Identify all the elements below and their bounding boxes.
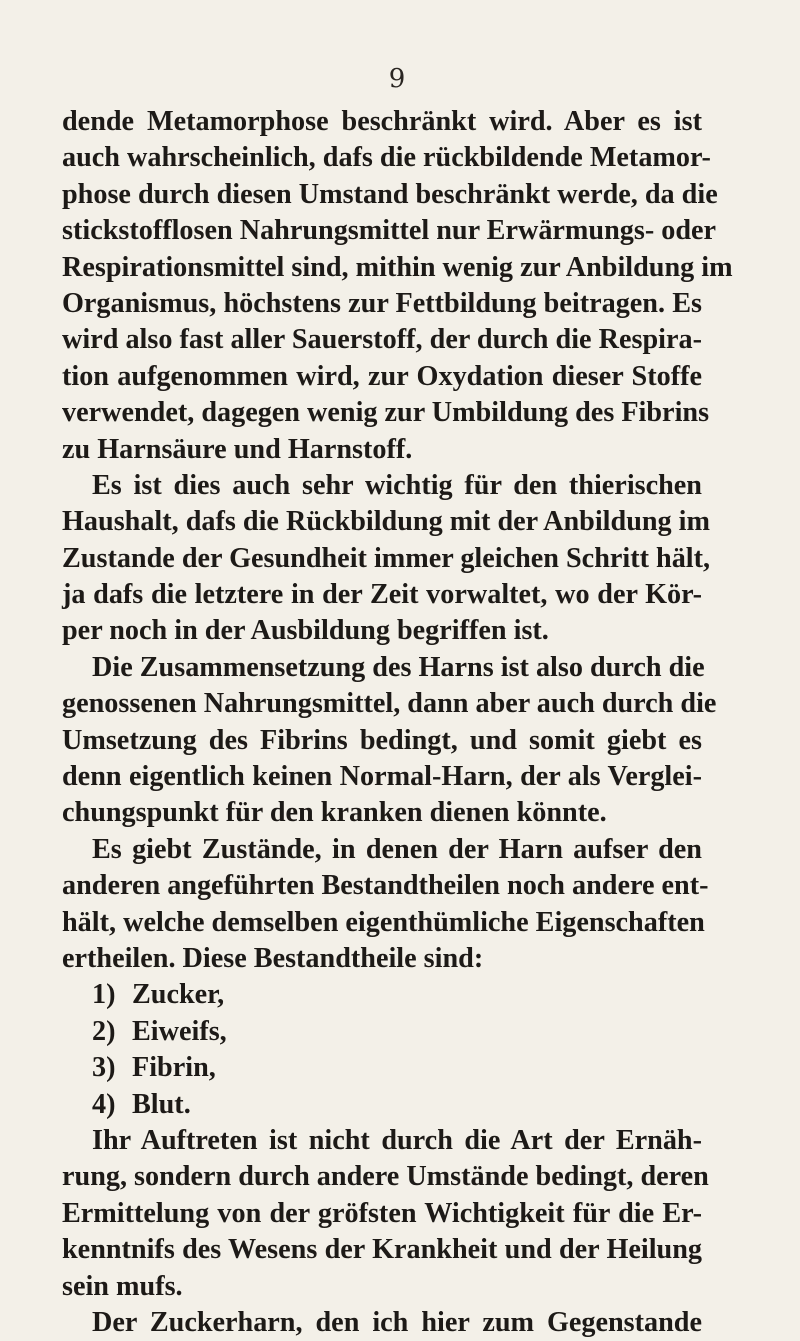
text-line: Haushalt, dafs die Rückbildung mit der Anbildung im [62,506,710,538]
list-number: 1) [92,979,116,1011]
list-item [62,1014,702,1050]
text-line: ja dafs die letztere in der Zeit vorwaltet, wo der Kör- [62,579,702,611]
text-line: phose durch diesen Umstand beschränkt werde, da die [62,178,718,210]
list-item [62,1050,702,1086]
paragraph-first-line: Ihr Auftreten ist nicht durch die Art der Ernäh- [92,1124,702,1156]
text-line: anderen angeführten Bestandtheilen noch andere ent- [62,870,709,902]
page-number: 9 [388,64,406,94]
text-line: dende Metamorphose beschränkt wird. Aber es ist [62,106,702,137]
list-number: 3) [92,1052,116,1084]
list-text: Fibrin, [132,1052,216,1084]
text-line: hält, welche demselben eigenthümliche Eigenschaften [62,906,705,938]
text-line: zu Harnsäure und Harnstoff. [62,433,413,465]
list-item [62,1087,702,1123]
text-line: denn eigentlich keinen Normal-Harn, der als Verglei- [62,761,702,793]
text-line: rung, sondern durch andere Umstände bedingt, deren [62,1161,709,1193]
list-number: 4) [92,1088,116,1120]
text-line: chungspunkt für den kranken dienen könnte. [62,797,607,829]
list-number: 2) [92,1015,116,1047]
paragraph-first-line: Die Zusammensetzung des Harns ist also durch die [92,651,705,683]
text-line: ertheilen. Diese Bestandtheile sind: [62,942,484,974]
text-line: stickstofflosen Nahrungsmittel nur Erwärmungs- oder [62,215,717,247]
list-text: Blut. [132,1088,191,1120]
list-text: Zucker, [132,979,225,1011]
body-text [62,104,733,1341]
text-line: auch wahrscheinlich, dafs die rückbildende Metamor- [62,142,711,174]
text-line: verwendet, dagegen wenig zur Umbildung des Fibrins [62,397,710,429]
text-line: per noch in der Ausbildung begriffen ist. [62,615,549,647]
text-line: Zustande der Gesundheit immer gleichen Schritt hält, [62,542,711,574]
text-line: wird also fast aller Sauerstoff, der durch die Respira- [62,324,702,356]
text-line: Ermittelung von der gröfsten Wichtigkeit für die Er- [62,1197,702,1229]
text-line: genossenen Nahrungsmittel, dann aber auch durch die [62,688,717,720]
text-line: kenntnifs des Wesens der Krankheit und der Heilung [62,1234,702,1266]
text-line: sein mufs. [62,1270,183,1302]
list-item [62,977,702,1013]
text-line: Respirationsmittel sind, mithin wenig zur Anbildung im [62,251,733,283]
text-line: tion aufgenommen wird, zur Oxydation dieser Stoffe [62,360,702,392]
paragraph-first-line: Der Zuckerharn, den ich hier zum Gegenstande [92,1306,702,1338]
text-line: Organismus, höchstens zur Fettbildung beitragen. Es [62,287,702,319]
text-line: Umsetzung des Fibrins bedingt, und somit giebt es [62,724,702,756]
paragraph-first-line: Es ist dies auch sehr wichtig für den thierischen [92,469,702,501]
paragraph-first-line: Es giebt Zustände, in denen der Harn aufser den [92,833,702,865]
list-text: Eiweifs, [132,1015,227,1047]
